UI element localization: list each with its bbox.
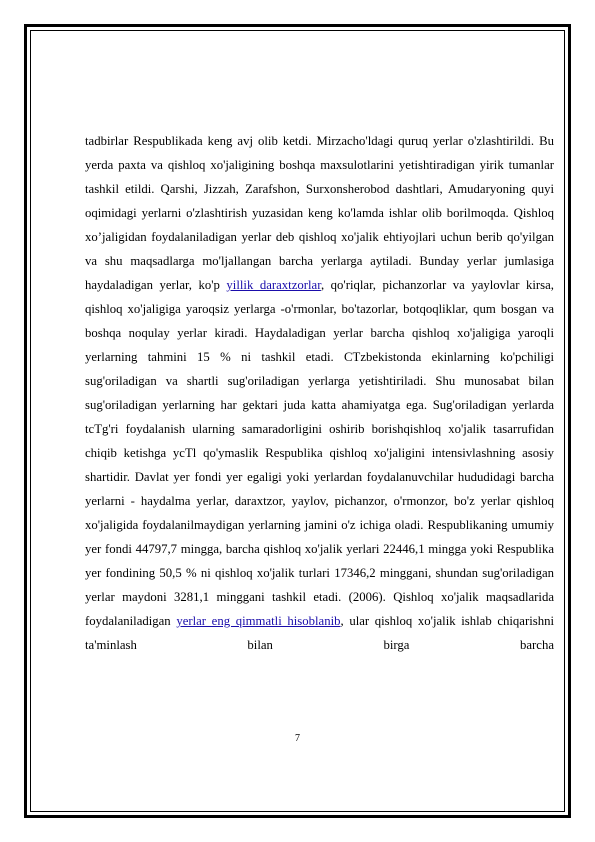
paragraph-text-3: , ular qishloq xo'jalik ishlab chiqarishni ta'minlash bilan birga barcha xyxy=(85,614,554,652)
paragraph-text-1: tadbirlar Respublikada keng avj olib ketdi. Mirzacho'ldagi quruq yerlar o'zlashtirildi. Bu yerda paxta va qishloq xo'jaligining boshqa maxsulotlarini yetishtiradigan yirik tumanlar tashkil etildi. Qarshi, Jizzah, Zarafshon, Surxonsherobod dashtlari, Amudaryoning quyi oqimidagi yerlarni o'zlashtirish yuzasidan keng ko'lamda ishlar olib borilmoqda. Qishloq xo’jaligidan foydalaniladigan yerlar deb qishloq xo'jalik ehtiyojlari uchun berib qo'yilgan va shu maqsadlarga mo'ljallangan barcha yerlarga aytiladi. Bunday yerlar jumlasiga haydaladigan yerlar, ko'p xyxy=(85,134,554,292)
link-yerlar-eng-qimmatli[interactable]: yerlar eng qimmatli hisoblanib xyxy=(176,614,341,628)
link-yillik-daraxtzorlar[interactable]: yillik daraxtzorlar xyxy=(226,278,321,292)
body-paragraph xyxy=(85,129,554,657)
paragraph-text-2: , qo'riqlar, pichanzorlar va yaylovlar kirsa, qishloq xo'jaligiga yaroqsiz yerlarga -o'rmonlar, bo'tazorlar, botqoqliklar, qum bosgan va boshqa noqulay yerlar kiradi. Haydaladigan yerlar barcha qishloq xo'jaligiga yaroqli yerlarning tahmini 15 % ni tashkil etadi. CTzbekistonda ekinlarning ko'pchiligi sug'oriladigan va shartli sug'oriladigan yerlarga yetishtiriladi. Shu munosabat bilan sug'oriladigan yerlarning har gektari juda katta ahamiyatga ega. Sug'oriladigan yerlarda tcTg'ri foydalanish ularning samaradorligini oshirib borishqishloq xo'jalik tasarrufidan chiqib ketishga ycTl qo'ymaslik Respublika qishloq xo'jaligini intensivlashning asosiy shartidir. Davlat yer fondi yer egaligi yoki yerlardan foydalanuvchilar hududidagi barcha yerlarni - haydalma yerlar, daraxtzor, yaylov, pichanzor, o'rmonzor, bo'z yerlar qishloq xo'jaligida foydalanilmaydigan yerlarning jamini o'z ichiga oladi. Respublikaning umumiy yer fondi 44797,7 mingga, barcha qishloq xo'jalik yerlari 22446,1 mingga yoki Respublika yer fondining 50,5 % ni qishloq xo'jalik turlari 17346,2 minggani, shundan sug'oriladigan yerlar maydoni 3281,1 minggani tashkil etadi. (2006). Qishloq xo'jalik maqsadlarida foydalaniladigan xyxy=(85,278,554,628)
page-number: 7 xyxy=(295,733,300,744)
